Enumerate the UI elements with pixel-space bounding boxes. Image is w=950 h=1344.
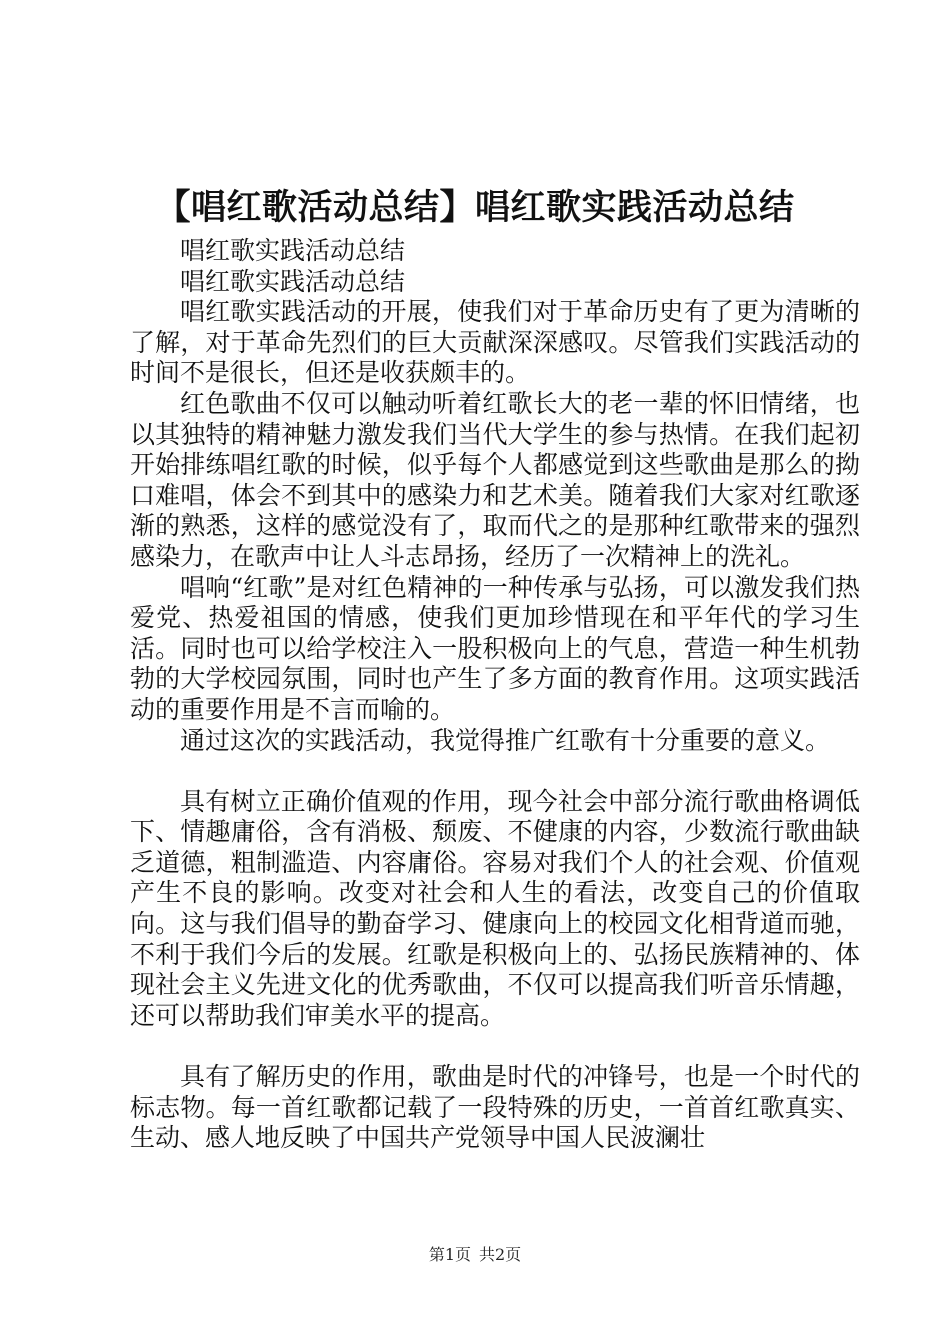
subtitle-line: 唱红歌实践活动总结	[180, 236, 406, 265]
subtitle-line: 唱红歌实践活动总结	[180, 266, 406, 296]
body-paragraph: 通过这次的实践活动，我觉得推广红歌有十分重要的意义。	[180, 725, 831, 755]
body-paragraph: 具有树立正确价值观的作用，现今社会中部分流行歌曲格调低下、情趣庸俗，含有消极、颓废、不健康的内容，少数流行歌曲缺乏道德，粗制滥造、内容庸俗。容易对我们个人的社会观、价值观产生不良的影响。改变对社会和人生的看法，改变自己的价值取向。这与我们倡导的勤奋学习、健康向上的校园文化相背道而驰，不利于我们今后的发展。红歌是积极向上的、弘扬民族精神的、体现社会主义先进文化的优秀歌曲，不仅可以提高我们听音乐情趣，还可以帮助我们审美水平的提高。	[130, 786, 860, 1030]
body-paragraph: 唱响“红歌”是对红色精神的一种传承与弘扬，可以激发我们热爱党、热爱祖国的情感，使我们更加珍惜现在和平年代的学习生活。同时也可以给学校注入一股积极向上的气息，营造一种生机勃勃的大学校园氛围，同时也产生了多方面的教育作用。这项实践活动的重要作用是不言而喻的。	[130, 572, 860, 724]
page-number: 第1页	[428, 1245, 471, 1264]
body-paragraph: 唱红歌实践活动的开展，使我们对于革命历史有了更为清晰的了解，对于革命先烈们的巨大贡献深深感叹。尽管我们实践活动的时间不是很长，但还是收获颇丰的。	[130, 297, 860, 388]
page-footer	[0, 1244, 950, 1266]
page-title: 【唱红歌活动总结】唱红歌实践活动总结	[155, 187, 795, 228]
body-paragraph: 红色歌曲不仅可以触动听着红歌长大的老一辈的怀旧情绪，也以其独特的精神魅力激发我们当代大学生的参与热情。在我们起初开始排练唱红歌的时候，似乎每个人都感觉到这些歌曲是那么的拗口难唱，体会不到其中的感染力和艺术美。随着我们大家对红歌逐渐的熟悉，这样的感觉没有了，取而代之的是那种红歌带来的强烈感染力，在歌声中让人斗志昂扬，经历了一次精神上的洗礼。	[130, 388, 860, 571]
page-total: 共2页	[479, 1245, 522, 1264]
body-paragraph: 具有了解历史的作用，歌曲是时代的冲锋号，也是一个时代的标志物。每一首红歌都记载了一段特殊的历史，一首首红歌真实、生动、感人地反映了中国共产党领导中国人民波澜壮	[130, 1062, 860, 1153]
document-body	[130, 236, 860, 1154]
